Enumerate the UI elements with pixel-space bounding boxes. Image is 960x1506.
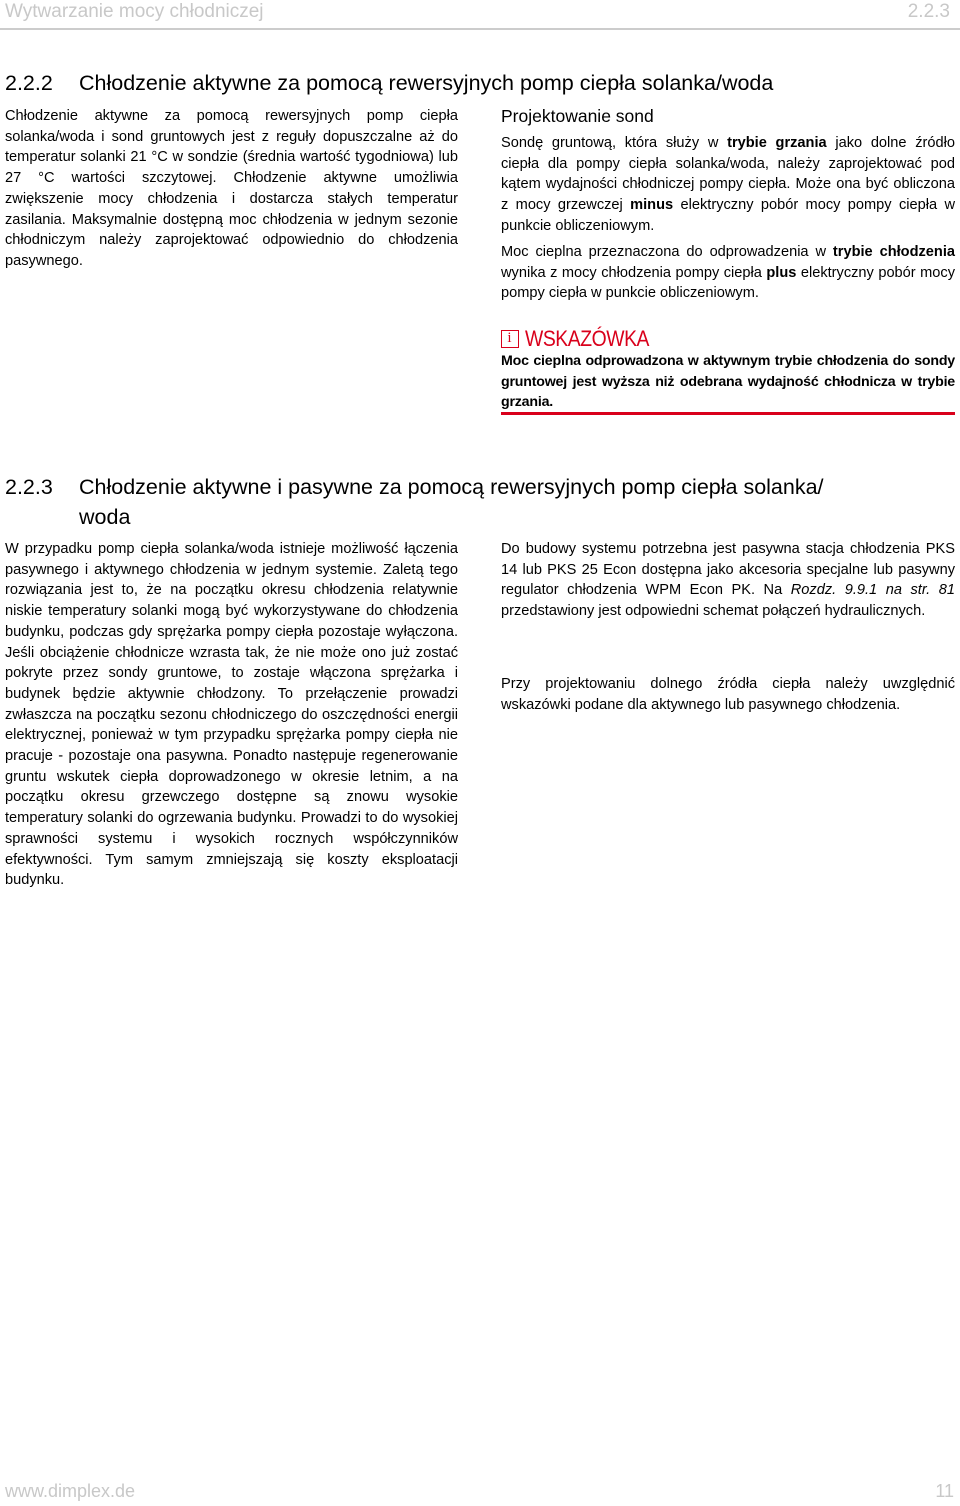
header-rule (0, 28, 960, 30)
page-header (0, 0, 960, 30)
note-text: Moc cieplna odprowadzona w aktywnym trybie chłodzenia do sondy gruntowej jest wyższa niż odebrana wydajność chłodnicza w trybie grzania. (501, 353, 955, 410)
design-hint-paragraph: Przy projektowaniu dolnego źródła ciepła należy uwzględnić wskazówki podane dla aktywnego lub pasywnego chłodzenia. (501, 676, 955, 713)
footer-url: www.dimplex.de (5, 1481, 136, 1501)
section-222-paragraph: Chłodzenie aktywne za pomocą rewersyjnych pomp ciepła solanka/woda i sond gruntowych jest z reguły dopuszczalne aż do temperatur solanki 21 °C w sondzie (średnia wartość tygodniowa) lub 27 °C wartości szczytowej. Chłodzenie aktywne umożliwia zwiększenie mocy chłodzenia i dostarcza stałych temperatur zasilania. Maksymalnie dostępną moc chłodzenia w jednym sezonie chłodniczym należy zaprojektować odpowiednio do chłodzenia pasywnego. (5, 108, 458, 269)
header-title: Wytwarzanie mocy chłodniczej (5, 1, 264, 22)
section-223-number: 2.2.3 (5, 475, 53, 499)
note-rule (501, 412, 955, 415)
projektowanie-sond-subheading: Projektowanie sond (501, 106, 654, 126)
footer-page-number: 11 (935, 1481, 954, 1501)
section-223-title-line2: woda (79, 505, 131, 529)
section-223-paragraph: W przypadku pomp ciepła solanka/woda istnieje możliwość łączenia pasywnego i aktywnego chłodzenia w jednym systemie. Zaletą tego rozwiązania jest to, że na początku okresu chłodzenia relatywnie niskie temperatury solanki mogą być wykorzystywane do chłodzenia budynku, podczas gdy sprężarka pompy ciepła pozostaje wyłączona. Jeśli obciążenie chłodnicze wzrasta tak, że nie może ono już zostać pokryte przez sondy gruntowe, to zostaje włączona sprężarka i budynek będzie aktywnie chłodzony. To przełączenie prowadzi zwłaszcza na początku sezonu chłodniczego do oszczędności energii elektrycznej, ponieważ w tym przypadku sprężarka pompy ciepła nie pracuje - pozostaje ona pasywna. Ponadto następuje regenerowanie gruntu wskutek ciepła doprowadzonego w okresie letnim, a na początku okresu grzewczego dostępne są znowu wysokie temperatury solanki do ogrzewania budynku. Prowadzi to do wysokiej sprawności systemu i wysokich rocznych współczynników efektywności. Tym samym zmniejszają się koszty eksploatacji budynku. (5, 541, 458, 889)
info-icon: i (501, 330, 519, 348)
header-section-number: 2.2.3 (907, 1, 950, 22)
section-223-heading (5, 472, 955, 534)
heat-output-paragraph: Moc cieplna przeznaczona do odprowadzenia w trybie chłodzenia wynika z mocy chłodzenia pompy ciepła plus elektryczny pobór mocy pompy ciepła w punkcie obliczeniowym. (501, 244, 955, 302)
section-222-number: 2.2.2 (5, 71, 53, 95)
section-223-title-line1: Chłodzenie aktywne i pasywne za pomocą rewersyjnych pomp ciepła solanka/ (79, 475, 824, 499)
note-heading: WSKAZÓWKA (525, 326, 650, 351)
section-222-heading (5, 68, 955, 98)
probe-design-paragraph: Sondę gruntową, która służy w trybie grzania jako dolne źródło ciepła dla pompy ciepła solanka/woda, należy zaprojektować pod kątem wydajności chłodniczej pompy ciepła. Może ona być obliczona z mocy grzewczej minus elektryczny pobór mocy pompy ciepła w punkcie obliczeniowym. (501, 135, 955, 234)
section-222-title: Chłodzenie aktywne za pomocą rewersyjnych pomp ciepła solanka/woda (79, 71, 774, 95)
system-accessories-paragraph: Do budowy systemu potrzebna jest pasywna stacja chłodzenia PKS 14 lub PKS 25 Econ dostępna jako akcesoria specjalne lub pasywny regulator chłodzenia WPM Econ PK. Na Rozdz. 9.9.1 na str. 81 przedstawiony jest odpowiedni schemat połączeń hydraulicznych. (501, 541, 955, 620)
